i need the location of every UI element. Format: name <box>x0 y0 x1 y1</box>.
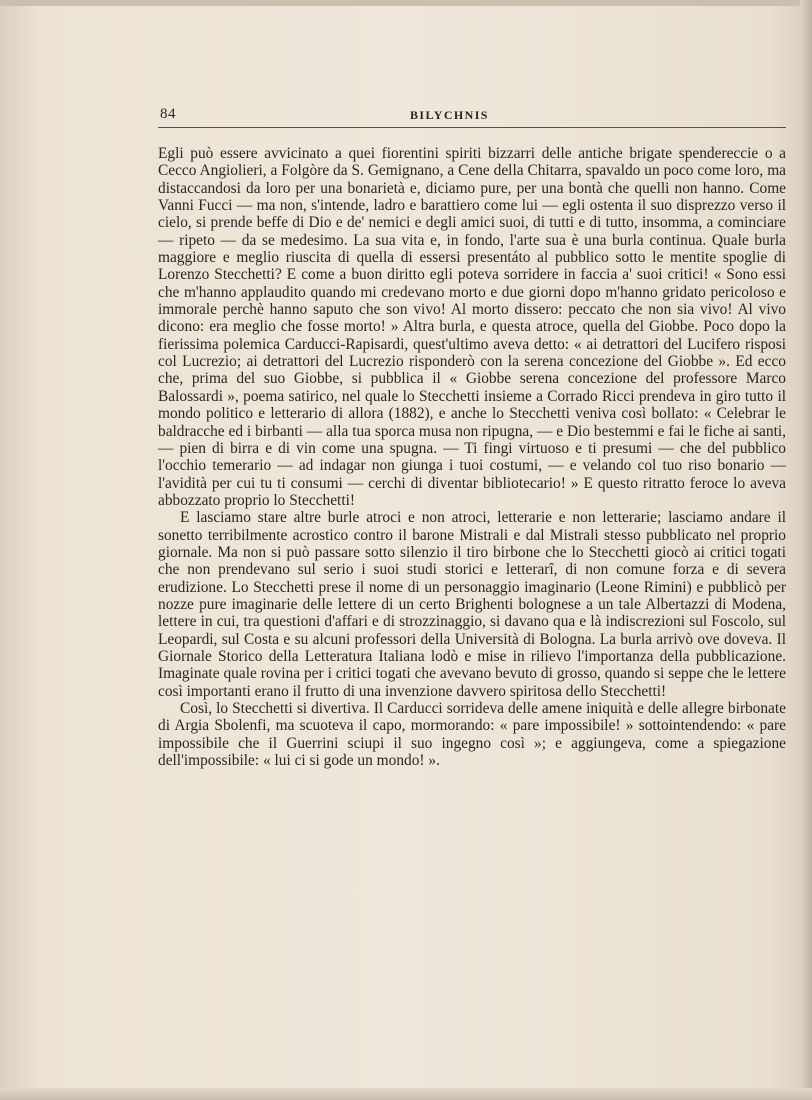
running-title: BILYCHNIS <box>410 108 489 122</box>
page-bottom-edge <box>0 1088 812 1100</box>
page-number: 84 <box>160 106 176 122</box>
header-rule <box>158 127 786 128</box>
page-top-edge <box>0 0 812 6</box>
paragraph-2: E lasciamo stare altre burle atroci e non atroci, letterarie e non letterarie; lasciamo andare il sonetto terribilmente acrostico contro il barone Mistrali e dal Mistrali stesso pubblicato nel proprio giornale. Ma non si può passare sotto silenzio il tiro birbone che lo Stecchetti giocò ai critici togati che non prendevano sul serio i suoi studi storici e letterarî, di non comune forza e di severa erudizione. Lo Stecchetti prese il nome di un personaggio imaginario (Leone Rimini) e pubblicò per nozze pure imaginarie delle lettere di un certo Brighenti bolognese a un tale Albertazzi di Modena, lettere in cui, tra questioni d'affari e di strozzinaggio, si davano qua e là indiscrezioni sul Foscolo, sul Leopardi, sul Costa e su alcuni professori della Università di Bologna. La burla arrivò ove doveva. Il Giornale Storico della Letteratura Italiana lodò e mise in rilievo l'importanza della pubblicazione. Imaginate quale rovina per i critici togati che avevano bevuto di grosso, quando si seppe che le lettere così importanti erano il frutto di una invenzione davvero spiritosa dello Stecchetti! <box>158 509 786 700</box>
paragraph-1: Egli può essere avvicinato a quei fiorentini spiriti bizzarri delle antiche brigate spendereccie o a Cecco Angiolieri, a Folgòre da S. Gemignano, a Cene della Chitarra, spavaldo un poco come loro, ma distaccandosi da loro per una bonarietà e, diciamo pure, per una bontà che quelli non hanno. Come Vanni Fucci — ma non, s'intende, ladro e barattiero come lui — egli ostenta il suo disprezzo verso il cielo, si prende beffe di Dio e de' nemici e degli amici suoi, di tutti e di tutto, insomma, a cominciare — ripeto — da se medesimo. La sua vita e, in fondo, l'arte sua è una burla continua. Quale burla maggiore e meglio riuscita di quella di essersi presentáto al pubblico sotto le mentite spoglie di Lorenzo Stecchetti? E come a buon diritto egli poteva sorridere in faccia a' suoi critici! « Sono essi che m'hanno applaudito quando mi credevano morto e due giorni dopo m'hanno gridato pericoloso e immorale perchè hanno saputo che son vivo! Al morto dissero: peccato che non sia vivo! Al vivo dicono: era meglio che fosse morto! » Altra burla, e questa atroce, quella del Giobbe. Poco dopo la fierissima polemica Carducci-Rapisardi, quest'ultimo aveva detto: « ai detrattori del Lucifero risposi col Lucrezio; ai detrattori del Lucrezio risponderò con la serena concezione del Giobbe ». Ed ecco che, prima del suo Giobbe, si pubblica il « Giobbe serena concezione del professore Marco Balossardi », poema satirico, nel quale lo Stecchetti insieme a Corrado Ricci prendeva in giro tutto il mondo politico e letterario di allora (1882), e anche lo Stecchetti veniva così bollato: « Celebrar le baldracche ed i birbanti — alla tua sporca musa non ripugna, — e Dio bestemmi e fai le fiche ai santi, — pien di birra e di vin come una spugna. — Ti fingi virtuoso e ti presumi — che del pubblico l'occhio temerario — ad indagar non giunga i tuoi costumi, — e velando col tuo riso bonario — l'avidità per cui tu ti consumi — cerchi di diventar bibliotecario! » E questo ritratto feroce lo aveva abbozzato proprio lo Stecchetti! <box>158 145 786 509</box>
page-right-edge <box>800 0 812 1100</box>
page-header <box>160 106 786 126</box>
paragraph-3: Così, lo Stecchetti si divertiva. Il Carducci sorrideva delle amene iniquità e delle allegre birbonate di Argia Sbolenfi, ma scuoteva il capo, mormorando: « pare impossibile! » sottointendendo: « pare impossibile che il Guerrini sciupi il suo ingegno così »; e aggiungeva, come a spiegazione dell'impossibile: « lui ci si gode un mondo! ». <box>158 700 786 770</box>
body-text <box>158 145 786 769</box>
